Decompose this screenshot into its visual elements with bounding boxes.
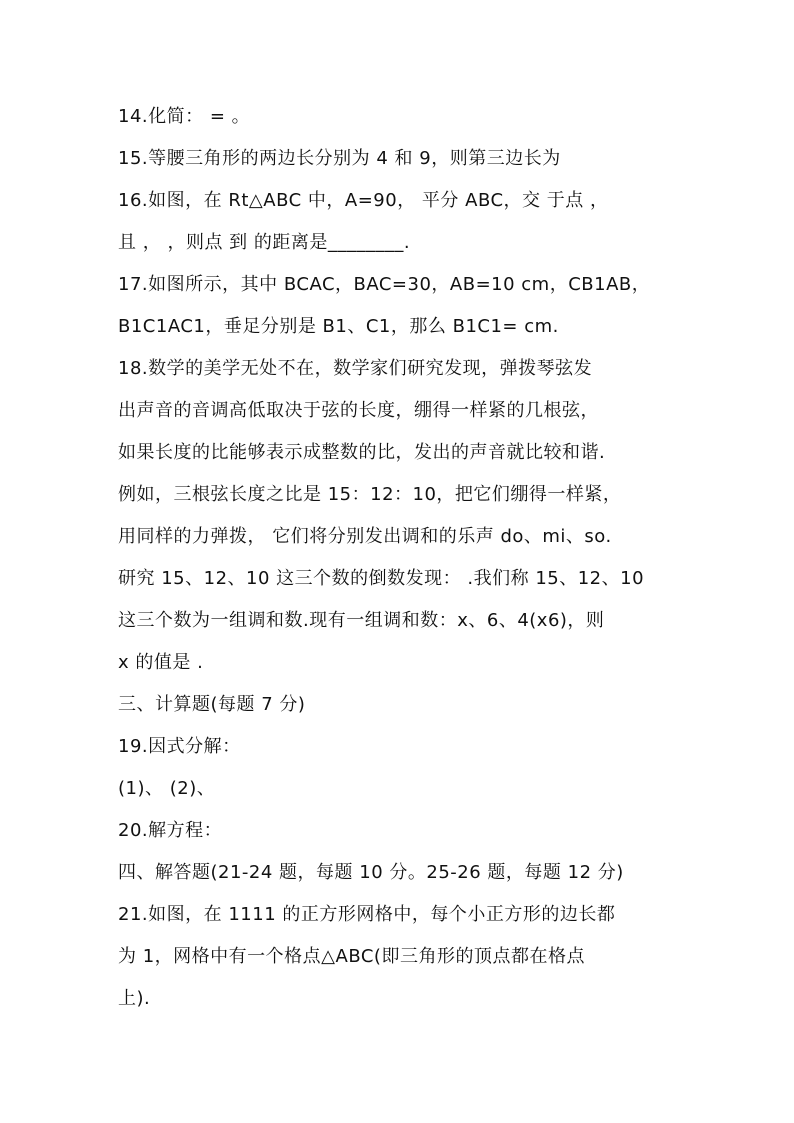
question-18-line-3: 如果长度的比能够表示成整数的比，发出的声音就比较和谐.: [118, 442, 606, 463]
question-19: 19.因式分解：: [118, 736, 241, 757]
question-17-line-1: 17.如图所示，其中 BCAC，BAC=30，AB=10 cm，CB1AB，: [118, 274, 651, 295]
section-3-heading: 三、计算题(每题 7 分): [118, 694, 306, 715]
question-18-line-5: 用同样的力弹拨， 它们将分别发出调和的乐声 do、mi、so.: [118, 526, 612, 547]
question-18-line-8: x 的值是 .: [118, 652, 204, 673]
question-14: 14.化简： = 。: [118, 106, 251, 127]
question-18-line-4: 例如，三根弦长度之比是 15：12：10，把它们绷得一样紧，: [118, 484, 622, 505]
question-18-line-2: 出声音的音调高低取决于弦的长度，绷得一样紧的几根弦，: [118, 400, 599, 421]
question-19-parts: (1)、 (2)、: [118, 778, 216, 799]
question-21-line-1: 21.如图，在 1111 的正方形网格中，每个小正方形的边长都: [118, 904, 616, 925]
question-17-line-2: B1C1AC1，垂足分别是 B1、C1，那么 B1C1= cm.: [118, 316, 559, 337]
question-16-line-1: 16.如图，在 Rt△ABC 中，A=90， 平分 ABC，交 于点 ，: [118, 190, 609, 211]
question-21-line-2: 为 1，网格中有一个格点△ABC(即三角形的顶点都在格点: [118, 946, 585, 967]
question-15: 15.等腰三角形的两边长分别为 4 和 9，则第三边长为: [118, 148, 561, 169]
section-4-heading: 四、解答题(21-24 题，每题 10 分。25-26 题，每题 12 分): [118, 862, 624, 883]
question-18-line-7: 这三个数为一组调和数.现有一组调和数：x、6、4(x6)，则: [118, 610, 605, 631]
question-18-line-6: 研究 15、12、10 这三个数的倒数发现： .我们称 15、12、10: [118, 568, 645, 589]
question-16-line-2: 且 ， ，则点 到 的距离是________.: [118, 232, 411, 253]
question-18-line-1: 18.数学的美学无处不在，数学家们研究发现，弹拨琴弦发: [118, 358, 593, 379]
question-21-line-3: 上).: [118, 988, 151, 1009]
question-20: 20.解方程：: [118, 820, 223, 841]
